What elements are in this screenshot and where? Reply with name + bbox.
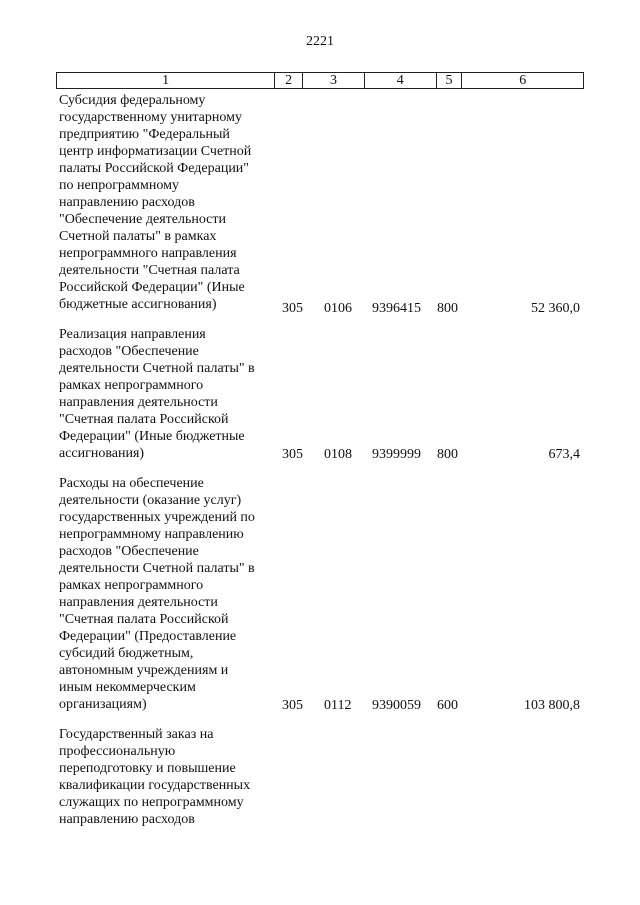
expense-type-code: 600	[437, 698, 458, 713]
row-values	[56, 300, 584, 317]
target-article-code: 9390059	[372, 698, 421, 713]
target-article-code: 9399999	[372, 447, 421, 462]
ministry-code: 305	[282, 698, 303, 713]
row-values	[56, 446, 584, 463]
expense-type-code: 800	[437, 447, 458, 462]
amount: 103 800,8	[524, 698, 580, 713]
column-header-1: 1	[57, 73, 275, 88]
section-code: 0106	[324, 301, 352, 316]
column-header-4: 4	[365, 73, 437, 88]
ministry-code: 305	[282, 447, 303, 462]
ministry-code: 305	[282, 301, 303, 316]
page-number: 2221	[306, 34, 334, 49]
column-header-3: 3	[303, 73, 365, 88]
row-description: Расходы на обеспечение деятельности (оказание услуг) государственных учреждений по непрограммному направлению расходов "Обеспечение деятельности Счетной палаты" в рамках непрограммного направления деятельности "Счетная палата Российской Федерации" (Предоставление субсидий бюджетным, автономным учреждениям и иным некоммерческим организациям)	[59, 476, 255, 712]
section-code: 0108	[324, 447, 352, 462]
amount: 673,4	[548, 447, 580, 462]
row-description: Реализация направления расходов "Обеспечение деятельности Счетной палаты" в рамках непрограммного направления деятельности "Счетная палата Российской Федерации" (Иные бюджетные ассигнования)	[59, 327, 255, 461]
row-values	[56, 697, 584, 714]
section-code: 0112	[324, 698, 352, 713]
expense-type-code: 800	[437, 301, 458, 316]
target-article-code: 9396415	[372, 301, 421, 316]
column-header-2: 2	[275, 73, 303, 88]
row-description: Государственный заказ на профессиональную переподготовку и повышение квалификации государственных служащих по непрограммному направлению расходов	[59, 727, 251, 827]
row-description: Субсидия федеральному государственному унитарному предприятию "Федеральный центр информатизации Счетной палаты Российской Федерации" по непрограммному направлению расходов "Обеспечение деятельности Счетной палаты" в рамках непрограммного направления деятельности "Счетная палата Российской Федерации" (Иные бюджетные ассигнования)	[59, 93, 252, 312]
column-header-6: 6	[519, 73, 527, 88]
column-header-5: 5	[437, 73, 463, 88]
table-header	[56, 72, 584, 89]
amount: 52 360,0	[531, 301, 580, 316]
